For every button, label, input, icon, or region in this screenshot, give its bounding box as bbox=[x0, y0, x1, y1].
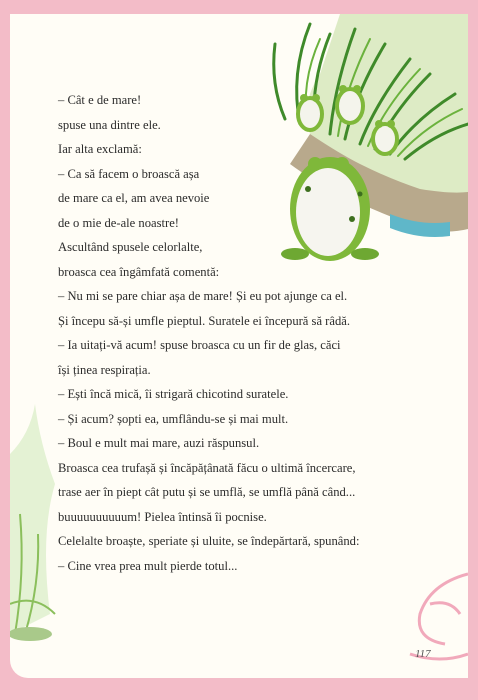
story-line: – Cât e de mare! bbox=[58, 93, 142, 107]
book-page bbox=[10, 14, 468, 678]
story-line: de o mie de-ale noastre! bbox=[58, 215, 179, 230]
story-text bbox=[58, 88, 458, 578]
story-line: – Boul e mult mai mare, auzi răspunsul. bbox=[58, 436, 260, 450]
story-line: – Ca să facem o broască așa bbox=[58, 166, 200, 181]
story-line: – Nu mi se pare chiar așa de mare! Și eu pot ajunge ca el. bbox=[58, 289, 348, 303]
story-line: – Ia uitați-vă acum! spuse broasca cu un fir de glas, căci bbox=[58, 338, 341, 352]
story-line: – Și acum? șopti ea, umflându-se și mai mult. bbox=[58, 411, 289, 426]
story-line: buuuuuuuuuum! Pielea întinsă îi pocnise. bbox=[58, 509, 267, 524]
story-line: trase aer în piept cât putu și se umflă, se umflă până când... bbox=[58, 485, 356, 499]
story-line: Iar alta exclamă: bbox=[58, 142, 142, 156]
story-line: Celelalte broaște, speriate și uluite, se îndepărtară, spunând: bbox=[58, 534, 360, 548]
story-line: își ținea respirația. bbox=[58, 362, 151, 377]
story-line: – Cine vrea prea mult pierde totul... bbox=[58, 558, 238, 573]
story-line: broasca cea îngâmfată comentă: bbox=[58, 264, 220, 279]
story-line: Ascultând spusele celorlalte, bbox=[58, 240, 203, 254]
story-line: spuse una dintre ele. bbox=[58, 117, 161, 132]
story-line: Broasca cea trufașă și încăpățânată făcu o ultimă încercare, bbox=[58, 460, 356, 475]
story-line: Și începu să-și umfle pieptul. Suratele ei începură să râdă. bbox=[58, 313, 351, 328]
page-number: 117 bbox=[415, 648, 431, 660]
story-line: – Ești încă mică, îi strigară chicotind suratele. bbox=[58, 387, 289, 401]
story-line: de mare ca el, am avea nevoie bbox=[58, 191, 210, 205]
corner-ornament bbox=[410, 574, 468, 659]
